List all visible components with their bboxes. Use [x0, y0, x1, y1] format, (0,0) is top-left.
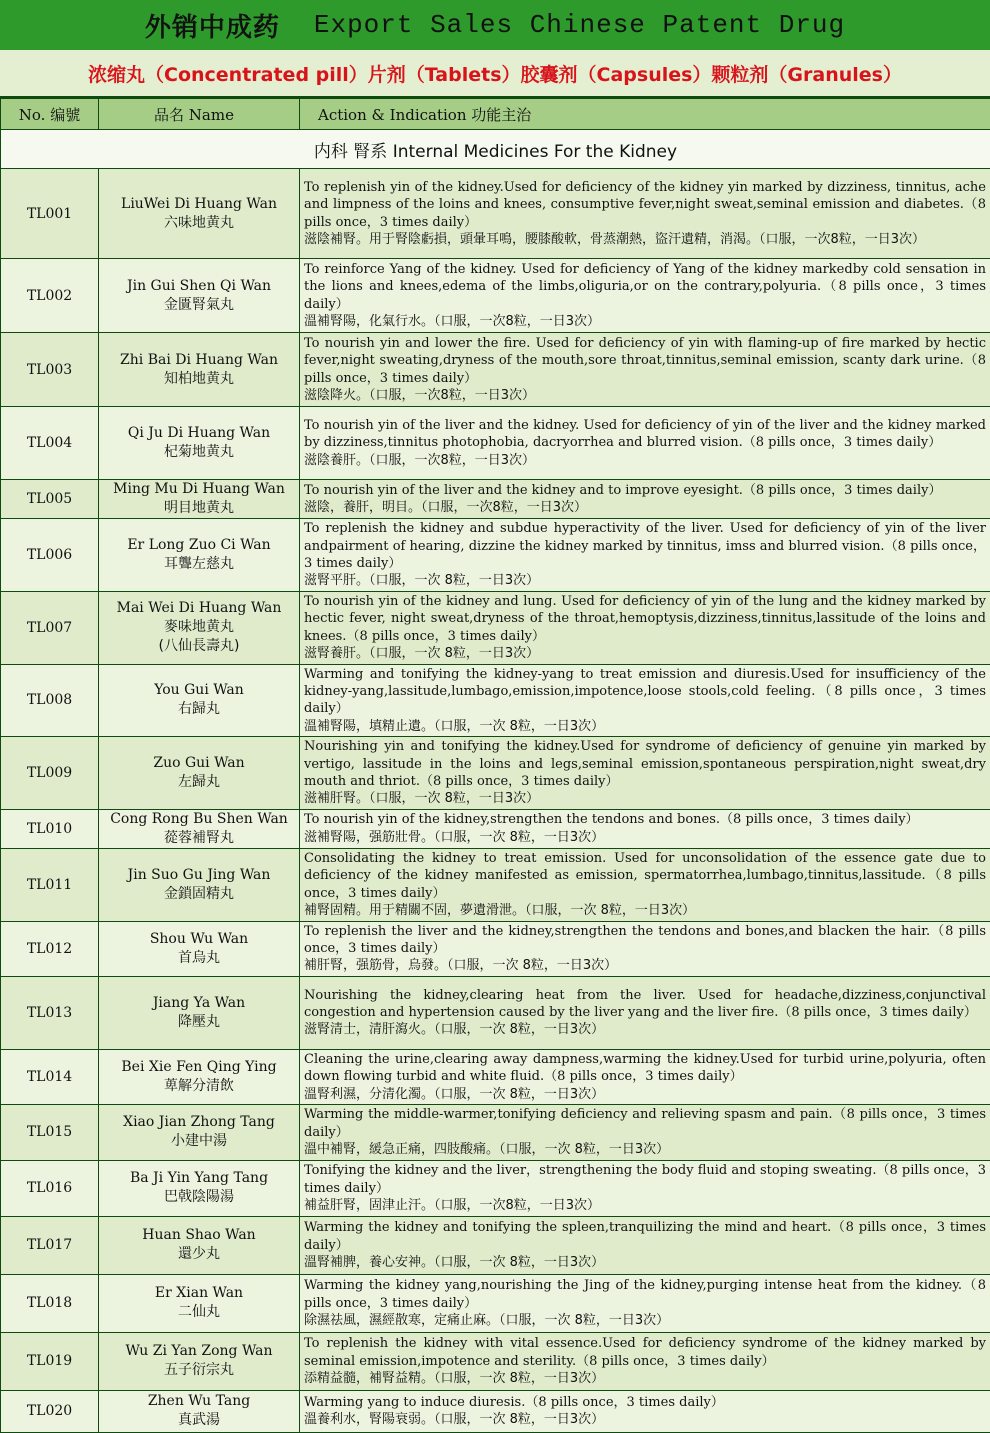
- table-row: [1, 480, 990, 519]
- action-indication: [300, 1160, 990, 1216]
- product-name-chinese: 首烏丸: [99, 949, 299, 968]
- action-indication: [300, 259, 990, 333]
- action-indication: [300, 1049, 990, 1104]
- indication-chinese: 溫腎補脾，養心安神。（口服，一次 8粒，一日3次）: [304, 1254, 986, 1271]
- indication-english: Warming yang to induce diuresis.（8 pills once，3 times daily）: [304, 1394, 986, 1411]
- indication-english: Warming the kidney yang,nourishing the Jing of the kidney,purging intense heat from the kidney.（8 pills once，3 times daily）: [304, 1277, 986, 1312]
- indication-english: To replenish the kidney and subdue hyperactivity of the liver. Used for deficiency of yin of the liver andpairment of hearing, dizzine the kidney marked by tinnitus, imss and blurred vision.（8 pills once，3 times daily）: [304, 520, 986, 572]
- indication-chinese: 補腎固精。用于精關不固，夢遺滑泄。（口服，一次 8粒，一日3次）: [304, 902, 986, 919]
- indication-chinese: 溫腎利濕，分清化濁。（口服，一次 8粒，一日3次）: [304, 1086, 986, 1103]
- table-row: [1, 737, 990, 810]
- product-name: [99, 480, 300, 519]
- indication-english: Cleaning the urine,clearing away dampness,warming the kidney.Used for turbid urine,polyuria, often down flowing turbid and white fluid.（8 pills once，3 times daily）: [304, 1051, 986, 1086]
- product-name-chinese: 真武湯: [99, 1411, 299, 1430]
- indication-chinese: 補益肝腎，固津止汗。（口服，一次8粒，一日3次）: [304, 1197, 986, 1214]
- section-header-row: [1, 130, 990, 169]
- action-indication: [300, 976, 990, 1049]
- product-number: TL014: [1, 1049, 99, 1104]
- table-row: [1, 809, 990, 848]
- product-name: [99, 737, 300, 810]
- table-row: [1, 1332, 990, 1390]
- product-name-english: Huan Shao Wan: [99, 1226, 299, 1245]
- product-number: TL002: [1, 259, 99, 333]
- indication-chinese: 滋陰養肝。（口服，一次8粒，一日3次）: [304, 452, 986, 469]
- indication-chinese: 滋腎平肝。（口服，一次 8粒，一日3次）: [304, 572, 986, 589]
- product-number: TL005: [1, 480, 99, 519]
- product-name: [99, 1216, 300, 1274]
- action-indication: [300, 407, 990, 480]
- indication-english: Nourishing yin and tonifying the kidney.Used for syndrome of deficiency of genuine yin marked by vertigo, lassitude in the loins and legs,seminal emission,spontaneous perspiration,night sweat,dry mouth and thriot.（8 pills once，3 times daily）: [304, 738, 986, 790]
- indication-chinese: 滋陰降火。（口服，一次8粒，一日3次）: [304, 387, 986, 404]
- action-indication: [300, 1274, 990, 1332]
- action-indication: [300, 333, 990, 407]
- product-name-chinese: 杞菊地黄丸: [99, 443, 299, 462]
- table-row: [1, 1160, 990, 1216]
- action-indication: [300, 1390, 990, 1432]
- indication-chinese: 溫補腎陽，填精止遺。（口服，一次 8粒，一日3次）: [304, 718, 986, 735]
- product-name: [99, 1332, 300, 1390]
- product-number: TL006: [1, 519, 99, 592]
- product-name: [99, 407, 300, 480]
- indication-chinese: 滋腎清士，清肝瀉火。（口服，一次 8粒，一日3次）: [304, 1021, 986, 1038]
- table-row: [1, 976, 990, 1049]
- product-name-english: Zhen Wu Tang: [99, 1392, 299, 1411]
- action-indication: [300, 519, 990, 592]
- table-header-row: [1, 99, 990, 130]
- product-name-english: LiuWei Di Huang Wan: [99, 195, 299, 214]
- indication-english: Warming and tonifying the kidney-yang to treat emission and diuresis.Used for insufficiency of the kidney-yang,lassitude,lumbago,emission,impotence,loose stools,cold feeling.（8 pills once，3 times daily）: [304, 666, 986, 718]
- indication-chinese: 滋陰補腎。用于腎陰虧損，頭暈耳鳴，腰膝酸軟，骨蒸潮熱，盜汗遺精，消渴。（口服，一次8粒，一日3次）: [304, 231, 986, 248]
- product-name: [99, 333, 300, 407]
- product-name-chinese: 蓯蓉補腎丸: [99, 829, 299, 848]
- product-name-chinese: 麥味地黄丸: [99, 618, 299, 637]
- product-number: TL004: [1, 407, 99, 480]
- product-name-chinese: 左歸丸: [99, 773, 299, 792]
- product-number: TL015: [1, 1104, 99, 1160]
- product-name-chinese: 萆解分清飲: [99, 1077, 299, 1096]
- indication-chinese: 滋補肝腎。（口服，一次 8粒，一日3次）: [304, 790, 986, 807]
- title-bar: [0, 0, 990, 50]
- column-header-action: Action & Indication 功能主治: [300, 99, 990, 130]
- product-name-chinese: 金匱腎氣丸: [99, 296, 299, 315]
- product-number: TL008: [1, 664, 99, 737]
- indication-english: Tonifying the kidney and the liver，strengthening the body fluid and stoping sweating.（8 pills once，3 times daily）: [304, 1162, 986, 1197]
- product-name-chinese: 右歸丸: [99, 700, 299, 719]
- product-name-english: Qi Ju Di Huang Wan: [99, 424, 299, 443]
- table-row: [1, 407, 990, 480]
- product-number: TL017: [1, 1216, 99, 1274]
- product-number: TL020: [1, 1390, 99, 1432]
- product-name: [99, 1049, 300, 1104]
- title-english: Export Sales Chinese Patent Drug: [314, 10, 845, 40]
- indication-chinese: 溫補腎陽，化氣行水。（口服，一次8粒，一日3次）: [304, 313, 986, 330]
- product-name-chinese: 二仙丸: [99, 1303, 299, 1322]
- indication-english: Warming the middle-warmer,tonifying deficiency and relieving spasm and pain.（8 pills once，3 times daily）: [304, 1106, 986, 1141]
- product-number: TL009: [1, 737, 99, 810]
- indication-english: To replenish the liver and the kidney,strengthen the tendons and bones,and blacken the hair.（8 pills once，3 times daily）: [304, 923, 986, 958]
- indication-english: To nourish yin of the liver and the kidney. Used for deficiency of yin of the liver and the kidney marked by dizziness,tinnitus photophobia, dacryorrhea and blurred vision.（8 pills once，3 times daily）: [304, 417, 986, 452]
- action-indication: [300, 592, 990, 665]
- indication-chinese: 滋腎養肝。（口服，一次 8粒，一日3次）: [304, 645, 986, 662]
- action-indication: [300, 1104, 990, 1160]
- product-name-chinese: 知柏地黄丸: [99, 370, 299, 389]
- table-row: [1, 333, 990, 407]
- product-name: [99, 1104, 300, 1160]
- action-indication: [300, 921, 990, 976]
- indication-english: To reinforce Yang of the kidney. Used for deficiency of Yang of the kidney markedby cold sensation in the lions and knees,edema of the limbs,oliguria,or on the contrary,polyuria.（8 pills once，3 times daily）: [304, 261, 986, 313]
- dosage-forms-subtitle: 浓缩丸（Concentrated pill）片剂（Tablets）胶囊剂（Capsules）颗粒剂（Granules）: [0, 50, 990, 98]
- table-row: [1, 1216, 990, 1274]
- product-name-english: Jiang Ya Wan: [99, 994, 299, 1013]
- product-name: [99, 1160, 300, 1216]
- indication-chinese: 除濕祛風，濕經散寒，定痛止麻。（口服，一次 8粒，一日3次）: [304, 1312, 986, 1329]
- product-name-english: Jin Suo Gu Jing Wan: [99, 866, 299, 885]
- product-number: TL012: [1, 921, 99, 976]
- product-number: TL013: [1, 976, 99, 1049]
- product-name: [99, 809, 300, 848]
- indication-english: To nourish yin and lower the fire. Used for deficiency of yin with flaming-up of fire marked by hectic fever,night sweating,dryness of the mouth,sore throat,tinnitus,seminal emission, scanty dark urine.（8 pills once，3 times daily）: [304, 335, 986, 387]
- product-name-chinese: 六味地黄丸: [99, 214, 299, 233]
- drug-rows: [1, 169, 990, 1433]
- product-name-english: Bei Xie Fen Qing Ying: [99, 1058, 299, 1077]
- product-name-chinese: 明目地黄丸: [99, 499, 299, 518]
- indication-english: Nourishing the kidney,clearing heat from the liver. Used for headache,dizziness,conjunctival congestion and hypertension caused by the liver yang and the liver fire.（8 pills once，3 times daily）: [304, 987, 986, 1022]
- table-row: [1, 259, 990, 333]
- product-number: TL010: [1, 809, 99, 848]
- product-number: TL003: [1, 333, 99, 407]
- action-indication: [300, 848, 990, 921]
- table-row: [1, 664, 990, 737]
- product-number: TL007: [1, 592, 99, 665]
- indication-chinese: 添精益髓，補腎益精。（口服，一次 8粒，一日3次）: [304, 1370, 986, 1387]
- product-number: TL018: [1, 1274, 99, 1332]
- column-header-name: 品名 Name: [99, 99, 300, 130]
- action-indication: [300, 1216, 990, 1274]
- product-name: [99, 259, 300, 333]
- product-name: [99, 1274, 300, 1332]
- product-name-chinese: 小建中湯: [99, 1132, 299, 1151]
- table-row: [1, 921, 990, 976]
- indication-english: To replenish yin of the kidney.Used for deficiency of the kidney yin marked by dizziness, tinnitus, ache and limpness of the loins and knees, consumptive fever,night sweat,seminal emission and diabetes.（8 pills once，3 times daily）: [304, 179, 986, 231]
- product-name-english: Xiao Jian Zhong Tang: [99, 1113, 299, 1132]
- table-row: [1, 169, 990, 259]
- table-row: [1, 1274, 990, 1332]
- indication-chinese: 滋陰，養肝，明目。（口服，一次8粒，一日3次）: [304, 499, 986, 516]
- product-name: [99, 664, 300, 737]
- indication-english: Warming the kidney and tonifying the spleen,tranquilizing the mind and heart.（8 pills once，3 times daily）: [304, 1219, 986, 1254]
- product-name-english: Ming Mu Di Huang Wan: [99, 480, 299, 499]
- section-title: 内科 腎系 Internal Medicines For the Kidney: [1, 130, 990, 169]
- drug-table: [0, 98, 990, 1433]
- product-name-alias: (八仙長壽丸): [99, 637, 299, 656]
- product-name-english: Shou Wu Wan: [99, 930, 299, 949]
- product-name-english: Er Long Zuo Ci Wan: [99, 536, 299, 555]
- product-name: [99, 848, 300, 921]
- indication-chinese: 溫養利水，腎陽衰弱。（口服，一次 8粒，一日3次）: [304, 1411, 986, 1428]
- product-name-english: Mai Wei Di Huang Wan: [99, 599, 299, 618]
- action-indication: [300, 169, 990, 259]
- table-row: [1, 592, 990, 665]
- product-name-english: Jin Gui Shen Qi Wan: [99, 277, 299, 296]
- product-name-english: Wu Zi Yan Zong Wan: [99, 1342, 299, 1361]
- product-name: [99, 519, 300, 592]
- product-name-english: Ba Ji Yin Yang Tang: [99, 1169, 299, 1188]
- product-name: [99, 921, 300, 976]
- product-name-english: Er Xian Wan: [99, 1284, 299, 1303]
- action-indication: [300, 480, 990, 519]
- product-name-english: Cong Rong Bu Shen Wan: [99, 810, 299, 829]
- product-name-english: You Gui Wan: [99, 681, 299, 700]
- product-name-english: Zhi Bai Di Huang Wan: [99, 351, 299, 370]
- action-indication: [300, 1332, 990, 1390]
- product-name-chinese: 巴戟陰陽湯: [99, 1188, 299, 1207]
- table-row: [1, 1104, 990, 1160]
- product-name: [99, 976, 300, 1049]
- indication-chinese: 溫中補腎，緩急正痛，四肢酸痛。（口服，一次 8粒，一日3次）: [304, 1141, 986, 1158]
- product-number: TL019: [1, 1332, 99, 1390]
- product-name: [99, 592, 300, 665]
- product-name-chinese: 耳聾左慈丸: [99, 555, 299, 574]
- title-chinese: 外销中成药: [145, 7, 280, 44]
- product-name: [99, 169, 300, 259]
- action-indication: [300, 737, 990, 810]
- table-row: [1, 1390, 990, 1432]
- indication-chinese: 滋補腎陽，强筋壯骨。（口服，一次 8粒，一日3次）: [304, 829, 986, 846]
- indication-chinese: 補肝腎，强筋骨，烏發。（口服，一次 8粒，一日3次）: [304, 957, 986, 974]
- indication-english: Consolidating the kidney to treat emission. Used for unconsolidation of the essence gate due to deficiency of the kidney manifested as emission, spermatorrhea,lumbago,tinnitus,lassitude.（8 pills once，3 times daily）: [304, 850, 986, 902]
- product-name-chinese: 降壓丸: [99, 1013, 299, 1032]
- product-name-english: Zuo Gui Wan: [99, 754, 299, 773]
- table-row: [1, 848, 990, 921]
- product-number: TL011: [1, 848, 99, 921]
- indication-english: To nourish yin of the liver and the kidney and to improve eyesight.（8 pills once，3 times daily）: [304, 482, 986, 499]
- indication-english: To nourish yin of the kidney and lung. Used for deficiency of yin of the lung and the kidney marked by hectic fever, night sweat,dryness of the throat,hemoptysis,dizziness,tinnitus,lassitude of the loins and knees.（8 pills once，3 times daily）: [304, 593, 986, 645]
- product-name-chinese: 五子衍宗丸: [99, 1361, 299, 1380]
- product-number: TL016: [1, 1160, 99, 1216]
- indication-english: To nourish yin of the kidney,strengthen the tendons and bones.（8 pills once，3 times daily）: [304, 811, 986, 828]
- product-number: TL001: [1, 169, 99, 259]
- table-row: [1, 519, 990, 592]
- indication-english: To replenish the kidney with vital essence.Used for deficiency syndrome of the kidney marked by seminal emission,impotence and sterility.（8 pills once，3 times daily）: [304, 1335, 986, 1370]
- column-header-no: No. 编號: [1, 99, 99, 130]
- action-indication: [300, 664, 990, 737]
- product-name-chinese: 還少丸: [99, 1245, 299, 1264]
- product-name: [99, 1390, 300, 1432]
- table-row: [1, 1049, 990, 1104]
- action-indication: [300, 809, 990, 848]
- product-name-chinese: 金鎖固精丸: [99, 885, 299, 904]
